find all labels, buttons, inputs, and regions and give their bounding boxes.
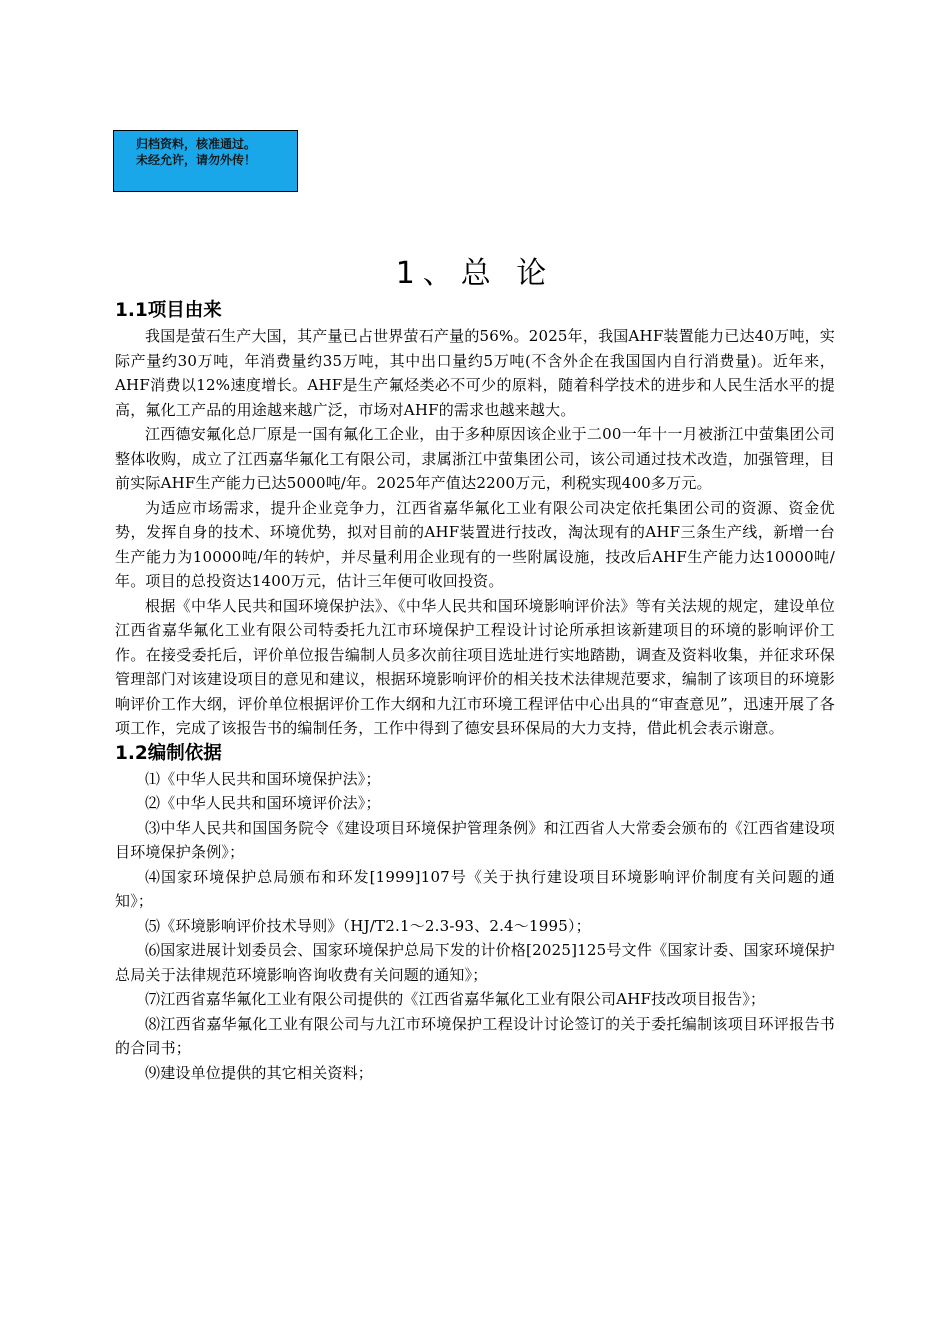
list-item: ⑶中华人民共和国国务院令《建设项目环境保护管理条例》和江西省人大常委会颁布的《江西省建设项目环境保护条例》； <box>115 818 835 861</box>
paragraph: 江西德安氟化总厂原是一国有氟化工企业，由于多种原因该企业于二00一年十一月被浙江中萤集团公司整体收购，成立了江西嘉华氟化工有限公司，隶属浙江中萤集团公司，该公司通过技术改造，加强管理，目前实际AHF生产能力已达5000吨/年。2025年产值达2200万元，利税实现400多万元。 <box>115 425 835 492</box>
paragraph: 根据《中华人民共和国环境保护法》、《中华人民共和国环境影响评价法》等有关法规的规定，建设单位江西省嘉华氟化工业有限公司特委托九江市环境保护工程设计讨论所承担该新建项目的环境的影响评价工作。在接受委托后，评价单位报告编制人员多次前往项目选址进行实地踏勘，调查及资料收集，并征求环保管理部门对该建设项目的意见和建议，根据环境影响评价的相关技术法律规范要求，编制了该项目的环境影响评价工作大纲，评价单位根据评价工作大纲和九江市环境工程评估中心出具的“审查意见”，迅速开展了各项工作，完成了该报告书的编制任务，工作中得到了德安县环保局的大力支持，借此机会表示谢意。 <box>115 596 835 737</box>
list-item: ⑻江西省嘉华氟化工业有限公司与九江市环境保护工程设计讨论签订的关于委托编制该项目环评报告书的合同书； <box>115 1014 835 1057</box>
list-item: ⑸《环境影响评价技术导则》（HJ/T2.1～2.3-93、2.4～1995）； <box>145 916 591 935</box>
basis-list <box>115 767 835 1086</box>
list-item: ⑼建设单位提供的其它相关资料； <box>145 1063 374 1082</box>
list-item: ⑹国家进展计划委员会、国家环境保护总局下发的计价格[2025]125号文件《国家计委、国家环境保护总局关于法律规范环境影响咨询收费有关问题的通知》； <box>115 941 835 984</box>
list-item: ⑴《中华人民共和国环境保护法》； <box>145 769 381 788</box>
document-body <box>115 298 835 1085</box>
chapter-title: 1、总 论 <box>395 256 555 291</box>
archive-stamp <box>113 130 298 192</box>
paragraph: 为适应市场需求，提升企业竞争力，江西省嘉华氟化工业有限公司决定依托集团公司的资源、资金优势，发挥自身的技术、环境优势，拟对目前的AHF装置进行技改，淘汰现有的AHF三条生产线，新增一台生产能力为10000吨/年的转炉，并尽量利用企业现有的一些附属设施，技改后AHF生产能力达10000吨/年。项目的总投资达1400万元，估计三年便可收回投资。 <box>115 498 835 590</box>
list-item: ⑷国家环境保护总局颁布和环发[1999]107号《关于执行建设项目环境影响评价制度有关问题的通知》； <box>115 867 835 910</box>
stamp-line-2: 未经允许，请勿外传！ <box>136 153 257 167</box>
paragraph: 我国是萤石生产大国，其产量已占世界萤石产量的56%。2025年，我国AHF装置能力已达40万吨，实际产量约30万吨，年消费量约35万吨，其中出口量约5万吨(不含外企在我国国内自行消费量)。近年来，AHF消费以12%速度增长。AHF是生产氟烃类必不可少的原料，随着科学技术的进步和人民生活水平的提高，氟化工产品的用途越来越广泛，市场对AHF的需求也越来越大。 <box>115 327 835 419</box>
list-item: ⑵《中华人民共和国环境评价法》； <box>145 794 381 812</box>
section-heading-1-1: 1.1项目由来 <box>115 300 222 321</box>
section-heading-1-2: 1.2编制依据 <box>115 742 222 764</box>
stamp-line-1: 归档资料，核准通过。 <box>136 137 257 151</box>
list-item: ⑺江西省嘉华氟化工业有限公司提供的《江西省嘉华氟化工业有限公司AHF技改项目报告》； <box>145 990 766 1008</box>
